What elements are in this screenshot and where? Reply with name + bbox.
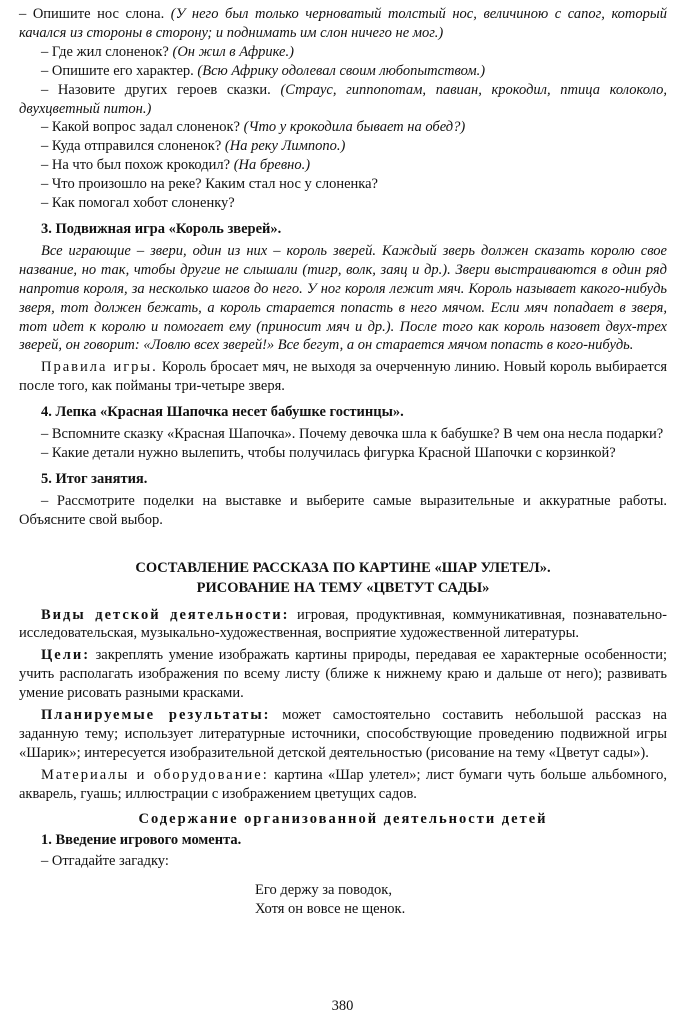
planned-results: Планируемые результаты: может самостоятельно составить небольшой рассказ на заданную тему; использует литературные источники, способствующие проведению подвижной игры «Шарик»; интересуется изобразительной детской деятельностью (рисование на тему «Цветут сады»). xyxy=(19,707,667,761)
riddle-intro: – Отгадайте загадку: xyxy=(41,853,169,870)
question-2: – Где жил слоненок? (Он жил в Африке.) xyxy=(41,43,294,60)
section-5-text: – Рассмотрите поделки на выставке и выберите самые выразительные и аккуратные работы. Объясните свой выбор. xyxy=(19,492,667,528)
content-heading: Содержание организованной деятельности детей xyxy=(138,810,548,827)
section-4-question-2: – Какие детали нужно вылепить, чтобы получилась фигурка Красной Шапочки с корзинкой? xyxy=(41,444,616,461)
lesson-title-line-2: РИСОВАНИЕ НА ТЕМУ «ЦВЕТУТ САДЫ» xyxy=(196,579,490,596)
question-9: – Как помогал хобот слоненку? xyxy=(41,195,235,212)
activity-types: Виды детской деятельности: игровая, продуктивная, коммуникативная, познавательно-исследовательская, музыкально-художественная, восприятие художественной литературы. xyxy=(19,606,668,642)
section-5-heading: 5. Итог занятия. xyxy=(41,470,148,487)
page-number: 380 xyxy=(331,998,354,1014)
lesson-title-line-1: СОСТАВЛЕНИЕ РАССКАЗА ПО КАРТИНЕ «ШАР УЛЕТЕЛ». xyxy=(135,559,551,576)
game-description: Все играющие – звери, один из них – король зверей. Каждый зверь должен сказать королю свое название, но так, чтобы другие не слышали (тигр, волк, заяц и др.). Звери выстраиваются в один ряд напротив короля, за несколько шагов до него. У ног короля лежит мяч. Король называет какого-нибудь зверя, тот должен бежать, а король старается попасть в него мячом. Если мяч попадает в зверя, тот идет к королю и помогает ему (приносит мяч и др.). После того как король назовет двух-трех зверей, он говорит: «Ловлю всех зверей!» Все бегут, а он старается мячом попасть в кого-нибудь. xyxy=(19,242,667,354)
lesson-title xyxy=(19,558,667,598)
question-5: – Какой вопрос задал слоненок? (Что у крокодила бывает на обед?) xyxy=(41,119,466,136)
question-8: – Что произошло на реке? Каким стал нос у слоненка? xyxy=(41,176,378,193)
section-3-heading: 3. Подвижная игра «Король зверей». xyxy=(41,220,282,237)
question-3: – Опишите его характер. (Всю Африку одолевал своим любопытством.) xyxy=(41,62,486,79)
question-7: – На что был похож крокодил? (На бревно.) xyxy=(41,157,311,174)
question-4: – Назовите других героев сказки. (Страус, гиппопотам, павиан, крокодил, птица колоколо, двухцветный питон.) xyxy=(19,81,667,117)
section-1-heading: 1. Введение игрового момента. xyxy=(41,831,242,848)
question-1: – Опишите нос слона. (У него был только черноватый толстый нос, величиною с сапог, который качался из стороны в сторону; и поднимать им слон ничего не мог.) xyxy=(19,6,667,41)
materials: Материалы и оборудование: картина «Шар улетел»; лист бумаги чуть больше альбомного, акварель, гуашь; иллюстрации с изображением цветущих садов. xyxy=(19,766,668,802)
section-4-question-1: – Вспомните сказку «Красная Шапочка». Почему девочка шла к бабушке? В чем она несла подарки? xyxy=(41,426,664,443)
poem-line-2: Хотя он вовсе не щенок. xyxy=(255,901,406,918)
question-6: – Куда отправился слоненок? (На реку Лимпопо.) xyxy=(41,138,346,155)
poem-line-1: Его держу за поводок, xyxy=(255,882,392,899)
game-rules: Правила игры. Король бросает мяч, не выходя за очерченную линию. Новый король выбирается после того, как пойманы три-четыре зверя. xyxy=(19,359,667,395)
section-4-heading: 4. Лепка «Красная Шапочка несет бабушке гостинцы». xyxy=(41,404,404,421)
goals: Цели: закреплять умение изображать картины природы, передавая ее характерные особенности; учить располагать изображения по всему листу (ближе к нижнему краю и дальше от него); развивать умение рисовать разными красками. xyxy=(19,647,667,702)
riddle-poem xyxy=(255,881,667,919)
